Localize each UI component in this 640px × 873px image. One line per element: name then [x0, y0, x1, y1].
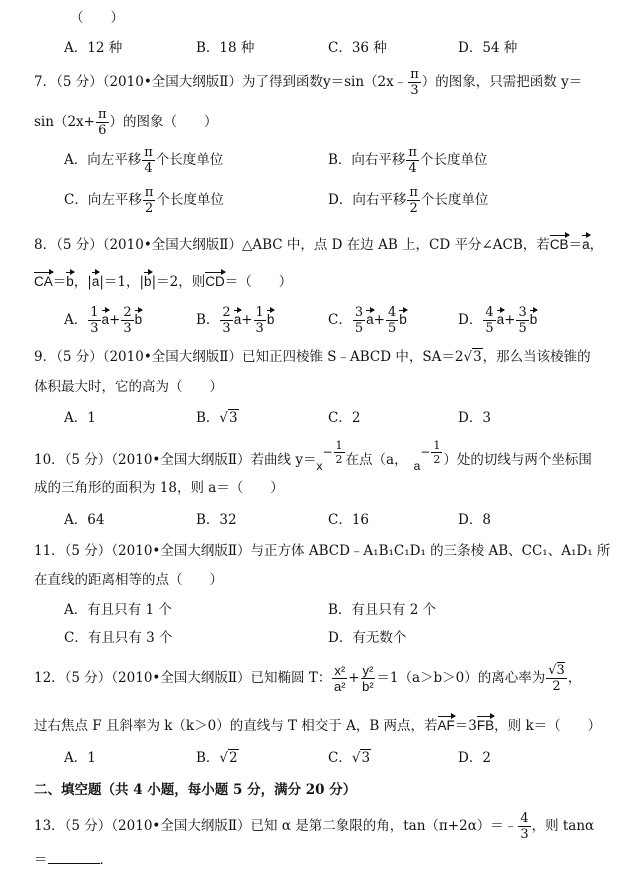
- vector-a: a: [366, 312, 374, 327]
- frac-den: 3: [123, 321, 132, 336]
- vector-fb: FB: [476, 718, 495, 733]
- eq: ＝: [52, 274, 67, 290]
- opt-pre: D．向右平移: [328, 192, 407, 208]
- opt-frac: [142, 146, 155, 175]
- opt-post: 个长度单位: [155, 152, 224, 168]
- q13-tail: ，则 tanα: [531, 818, 595, 834]
- q10-option-d[interactable]: D．8: [458, 512, 491, 528]
- q7-frac-pi-3: [408, 68, 421, 97]
- eq: ＝: [568, 237, 583, 253]
- frac-den: 3: [222, 321, 231, 336]
- frac-den: 6: [98, 123, 107, 138]
- q10-head: 10．（5 分）（2010•全国大纲版Ⅱ）若曲线 y＝: [34, 452, 317, 468]
- frac-num: √3: [548, 663, 565, 678]
- frac-num: 2: [222, 305, 231, 320]
- q13-head: 13．（5 分）（2010•全国大纲版Ⅱ）已知 α 是第二象限的角，tan（π+2α）＝﹣: [34, 818, 518, 834]
- q12-option-c[interactable]: [328, 746, 371, 766]
- q7-option-d[interactable]: [328, 186, 488, 215]
- frac-den: a²: [334, 679, 346, 694]
- frac-den: 2: [433, 453, 441, 466]
- opt-label: B．: [196, 750, 220, 766]
- q6-option-c[interactable]: C．36 种: [328, 40, 387, 56]
- answer-blank[interactable]: [48, 863, 100, 864]
- opt-label: D．: [458, 312, 483, 328]
- opt-frac: [88, 306, 100, 335]
- q12-stem-line2: [34, 714, 640, 734]
- radicand: 3: [556, 663, 565, 678]
- sqrt: √3: [351, 750, 371, 766]
- q7-func1-post: ）的图象，只需把函数 y＝: [421, 74, 583, 90]
- q7-frac-pi-6: [96, 108, 109, 137]
- frac-num: π: [409, 185, 418, 200]
- opt-frac: [121, 306, 133, 335]
- vector-a: a: [233, 312, 242, 327]
- q7-func2-pre: sin（2x+: [34, 114, 95, 130]
- plus: +: [348, 670, 360, 686]
- vector-cd: CD: [205, 274, 225, 289]
- frac-den: 5: [518, 321, 527, 336]
- q12-mid: ＝1（a＞b＞0）的离心率为: [376, 670, 546, 686]
- opt-frac: [516, 306, 528, 335]
- opt-frac: [220, 306, 232, 335]
- q13-answer-line: [34, 848, 640, 868]
- vector-a: a: [101, 312, 110, 327]
- frac-den: 5: [387, 321, 397, 336]
- q10-tail: ）处的切线与两个坐标围: [443, 452, 592, 468]
- q8-option-a[interactable]: A． $\frac{1}{3}$ a+ $\frac{2}{3}$ b: [64, 305, 143, 336]
- q9-stem: [34, 345, 640, 365]
- frac-num: 1: [335, 439, 343, 452]
- sqrt: √3: [463, 349, 482, 365]
- q8-stem-line2: [34, 270, 640, 290]
- opt-post: 个长度单位: [419, 152, 488, 168]
- radicand: 3: [473, 349, 482, 365]
- q10-stem-line2: 成的三角形的面积为 18，则 a＝（ ）: [34, 480, 284, 496]
- vector-b: b: [144, 274, 152, 289]
- frac-num: 1: [255, 305, 264, 320]
- q7-stem-line2: [34, 108, 640, 137]
- q7-option-a[interactable]: [64, 146, 223, 175]
- frac-den: 3: [255, 321, 264, 336]
- opt-pre: A．向左平移: [64, 152, 142, 168]
- frac-eccentricity: [546, 664, 567, 693]
- q6-option-a[interactable]: A．12 种: [64, 40, 123, 56]
- section-heading: 二、填空题（共 4 小题，每小题 5 分，满分 20 分）: [34, 782, 357, 798]
- frac-num: 1: [433, 439, 441, 452]
- q8-option-d[interactable]: D． $\frac{4}{5}$ a+ $\frac{3}{5}$ b: [458, 305, 538, 336]
- exp-sign: −: [420, 445, 431, 459]
- q6-option-b[interactable]: B．18 种: [196, 40, 255, 56]
- q12-dot: ，: [567, 670, 582, 686]
- opt-label: B．: [196, 312, 220, 328]
- radicand: 3: [361, 750, 371, 766]
- q8-head: 8．（5 分）（2010•全国大纲版Ⅱ）△ABC 中，点 D 在边 AB 上，CD 平分∠ACB，若: [34, 237, 550, 253]
- opt-frac: [386, 306, 398, 335]
- frac-den: 3: [410, 83, 419, 98]
- exp-sign: −: [322, 445, 333, 459]
- q10-option-b[interactable]: B．32: [196, 512, 237, 528]
- opt-post: 个长度单位: [420, 192, 489, 208]
- q8-option-c[interactable]: C． $\frac{3}{5}$ a+ $\frac{4}{5}$ b: [328, 305, 407, 336]
- q13-eq: ＝: [34, 852, 48, 868]
- exp-frac: [431, 440, 442, 465]
- q7-func2-post: ）的图象（ ）: [109, 114, 218, 130]
- q8-text: |＝2，则: [151, 274, 206, 290]
- q12-option-b[interactable]: [196, 746, 239, 766]
- q8-text: ，|: [73, 274, 92, 290]
- frac-den: 2: [409, 201, 418, 216]
- q9-head: 9．（5 分）（2010•全国大纲版Ⅱ）已知正四棱锥 S﹣ABCD 中，SA＝2: [34, 349, 464, 365]
- q7-option-c[interactable]: [64, 186, 224, 215]
- frac-num: 4: [387, 305, 397, 320]
- q10-mid: 在点（a，: [345, 452, 408, 468]
- base-x: x: [316, 459, 323, 473]
- frac-num: 4: [485, 305, 494, 320]
- q11-option-b[interactable]: B．有且只有 2 个: [328, 602, 437, 618]
- frac-den: 2: [552, 679, 561, 694]
- vector-a: a: [496, 312, 505, 327]
- radicand: 2: [229, 750, 238, 766]
- frac-x2-a2: [332, 664, 347, 693]
- exponent: [322, 439, 345, 466]
- frac-den: 5: [485, 321, 494, 336]
- opt-frac: [407, 186, 420, 215]
- q12-line2: 过右焦点 F 且斜率为 k（k＞0）的直线与 T 相交于 A，B 两点，若: [34, 718, 438, 734]
- eq3: ＝3: [454, 718, 477, 734]
- sqrt: √3: [219, 410, 238, 426]
- frac-num: π: [144, 145, 153, 160]
- base-a: a: [413, 459, 421, 473]
- q11-stem-line2: 在直线的距离相等的点（ ）: [34, 572, 223, 588]
- frac-den: 3: [520, 827, 529, 842]
- frac-num: π: [144, 185, 154, 200]
- frac-den: 4: [408, 161, 417, 176]
- frac-num: 1: [90, 305, 99, 320]
- exp-frac: [334, 440, 345, 465]
- frac-den: 2: [144, 201, 154, 216]
- vector-a: a: [582, 237, 590, 252]
- q6-option-d[interactable]: D．54 种: [458, 40, 518, 56]
- frac-num: 4: [520, 811, 529, 826]
- frac-num: 3: [518, 305, 527, 320]
- vector-af: AF: [437, 718, 455, 733]
- vector-a: a: [91, 274, 100, 289]
- q8-option-b[interactable]: B． $\frac{2}{3}$ a+ $\frac{1}{3}$ b: [196, 305, 275, 336]
- frac-den: 2: [335, 453, 343, 466]
- q7-option-b[interactable]: [328, 146, 487, 175]
- opt-label: C．: [328, 312, 352, 328]
- opt-pre: C．向左平移: [64, 192, 142, 208]
- q11-stem: 11．（5 分）（2010•全国大纲版Ⅱ）与正方体 ABCD﹣A₁B₁C₁D₁ 的三条棱 AB、CC₁、A₁D₁ 所: [34, 543, 611, 559]
- frac-num: x²: [334, 663, 346, 678]
- frac-y2-b2: [361, 664, 376, 693]
- q9-option-b[interactable]: [196, 406, 239, 426]
- exponent: [420, 439, 443, 466]
- q12-line2-tail: ，则 k＝（ ）: [494, 718, 602, 734]
- frac-num: 3: [354, 305, 364, 320]
- q6-paren: （ ）: [70, 10, 124, 26]
- frac-den: 5: [354, 321, 364, 336]
- q13-period: ．: [99, 852, 113, 868]
- vector-b: b: [266, 312, 275, 327]
- opt-frac: [353, 306, 365, 335]
- frac-num: 2: [123, 305, 132, 320]
- q7-func1-pre: y＝sin（2x﹣: [322, 74, 408, 90]
- opt-label: B．: [196, 410, 220, 426]
- opt-frac: [406, 146, 419, 175]
- q9-stem-line2: 体积最大时，它的高为（ ）: [34, 379, 223, 395]
- frac-den: 4: [144, 161, 153, 176]
- frac-4-3: [518, 812, 530, 841]
- q7-head: 7．（5 分）（2010•全国大纲版Ⅱ）为了得到函数: [34, 74, 323, 90]
- q10-stem: [34, 439, 640, 473]
- q10-option-c[interactable]: C．16: [328, 512, 370, 528]
- sqrt: √2: [219, 750, 238, 766]
- opt-post: 个长度单位: [156, 192, 224, 208]
- opt-label: A．: [64, 312, 88, 328]
- q13-stem: [34, 812, 640, 841]
- q12-option-a[interactable]: A．1: [64, 750, 96, 766]
- q9-option-a[interactable]: A．1: [64, 410, 96, 426]
- q12-stem: [34, 664, 640, 693]
- opt-frac: [483, 306, 495, 335]
- q8-text: |＝1，|: [99, 274, 145, 290]
- frac-num: π: [410, 67, 419, 82]
- opt-frac: [254, 306, 266, 335]
- opt-label: C．: [328, 750, 352, 766]
- vector-b: b: [134, 312, 143, 327]
- frac-num: π: [408, 145, 417, 160]
- q11-option-c[interactable]: C．有且只有 3 个: [64, 630, 173, 646]
- q7-stem: [34, 68, 640, 97]
- frac-num: y²: [362, 663, 374, 678]
- vector-b: b: [66, 274, 74, 289]
- q11-option-a[interactable]: A．有且只有 1 个: [64, 602, 172, 618]
- vector-b: b: [399, 312, 407, 327]
- q12-head: 12．（5 分）（2010•全国大纲版Ⅱ）已知椭圆 T：: [34, 670, 332, 686]
- frac-num: π: [97, 107, 107, 122]
- q11-option-d[interactable]: D．有无数个: [328, 630, 407, 646]
- vector-b: b: [529, 312, 538, 327]
- vector-cb: CB: [549, 237, 569, 252]
- q8-text: ＝（ ）: [224, 274, 293, 290]
- q8-stem: 8．（5 分）（2010•全国大纲版Ⅱ）△ABC 中，点 D 在边 AB 上，CD 平分∠ACB，若CB＝a，: [34, 237, 604, 253]
- q9-option-c[interactable]: C．2: [328, 410, 361, 426]
- vector-ca: CA: [34, 274, 53, 289]
- q10-option-a[interactable]: A．64: [64, 512, 105, 528]
- frac-den: b²: [362, 679, 374, 694]
- q9-option-d[interactable]: D．3: [458, 410, 491, 426]
- opt-pre: B．向右平移: [328, 152, 406, 168]
- q9-tail: ，那么当该棱锥的: [482, 349, 591, 365]
- q12-option-d[interactable]: D．2: [458, 750, 491, 766]
- frac-den: 3: [90, 321, 99, 336]
- opt-frac: [143, 186, 156, 215]
- radicand: 3: [229, 410, 238, 426]
